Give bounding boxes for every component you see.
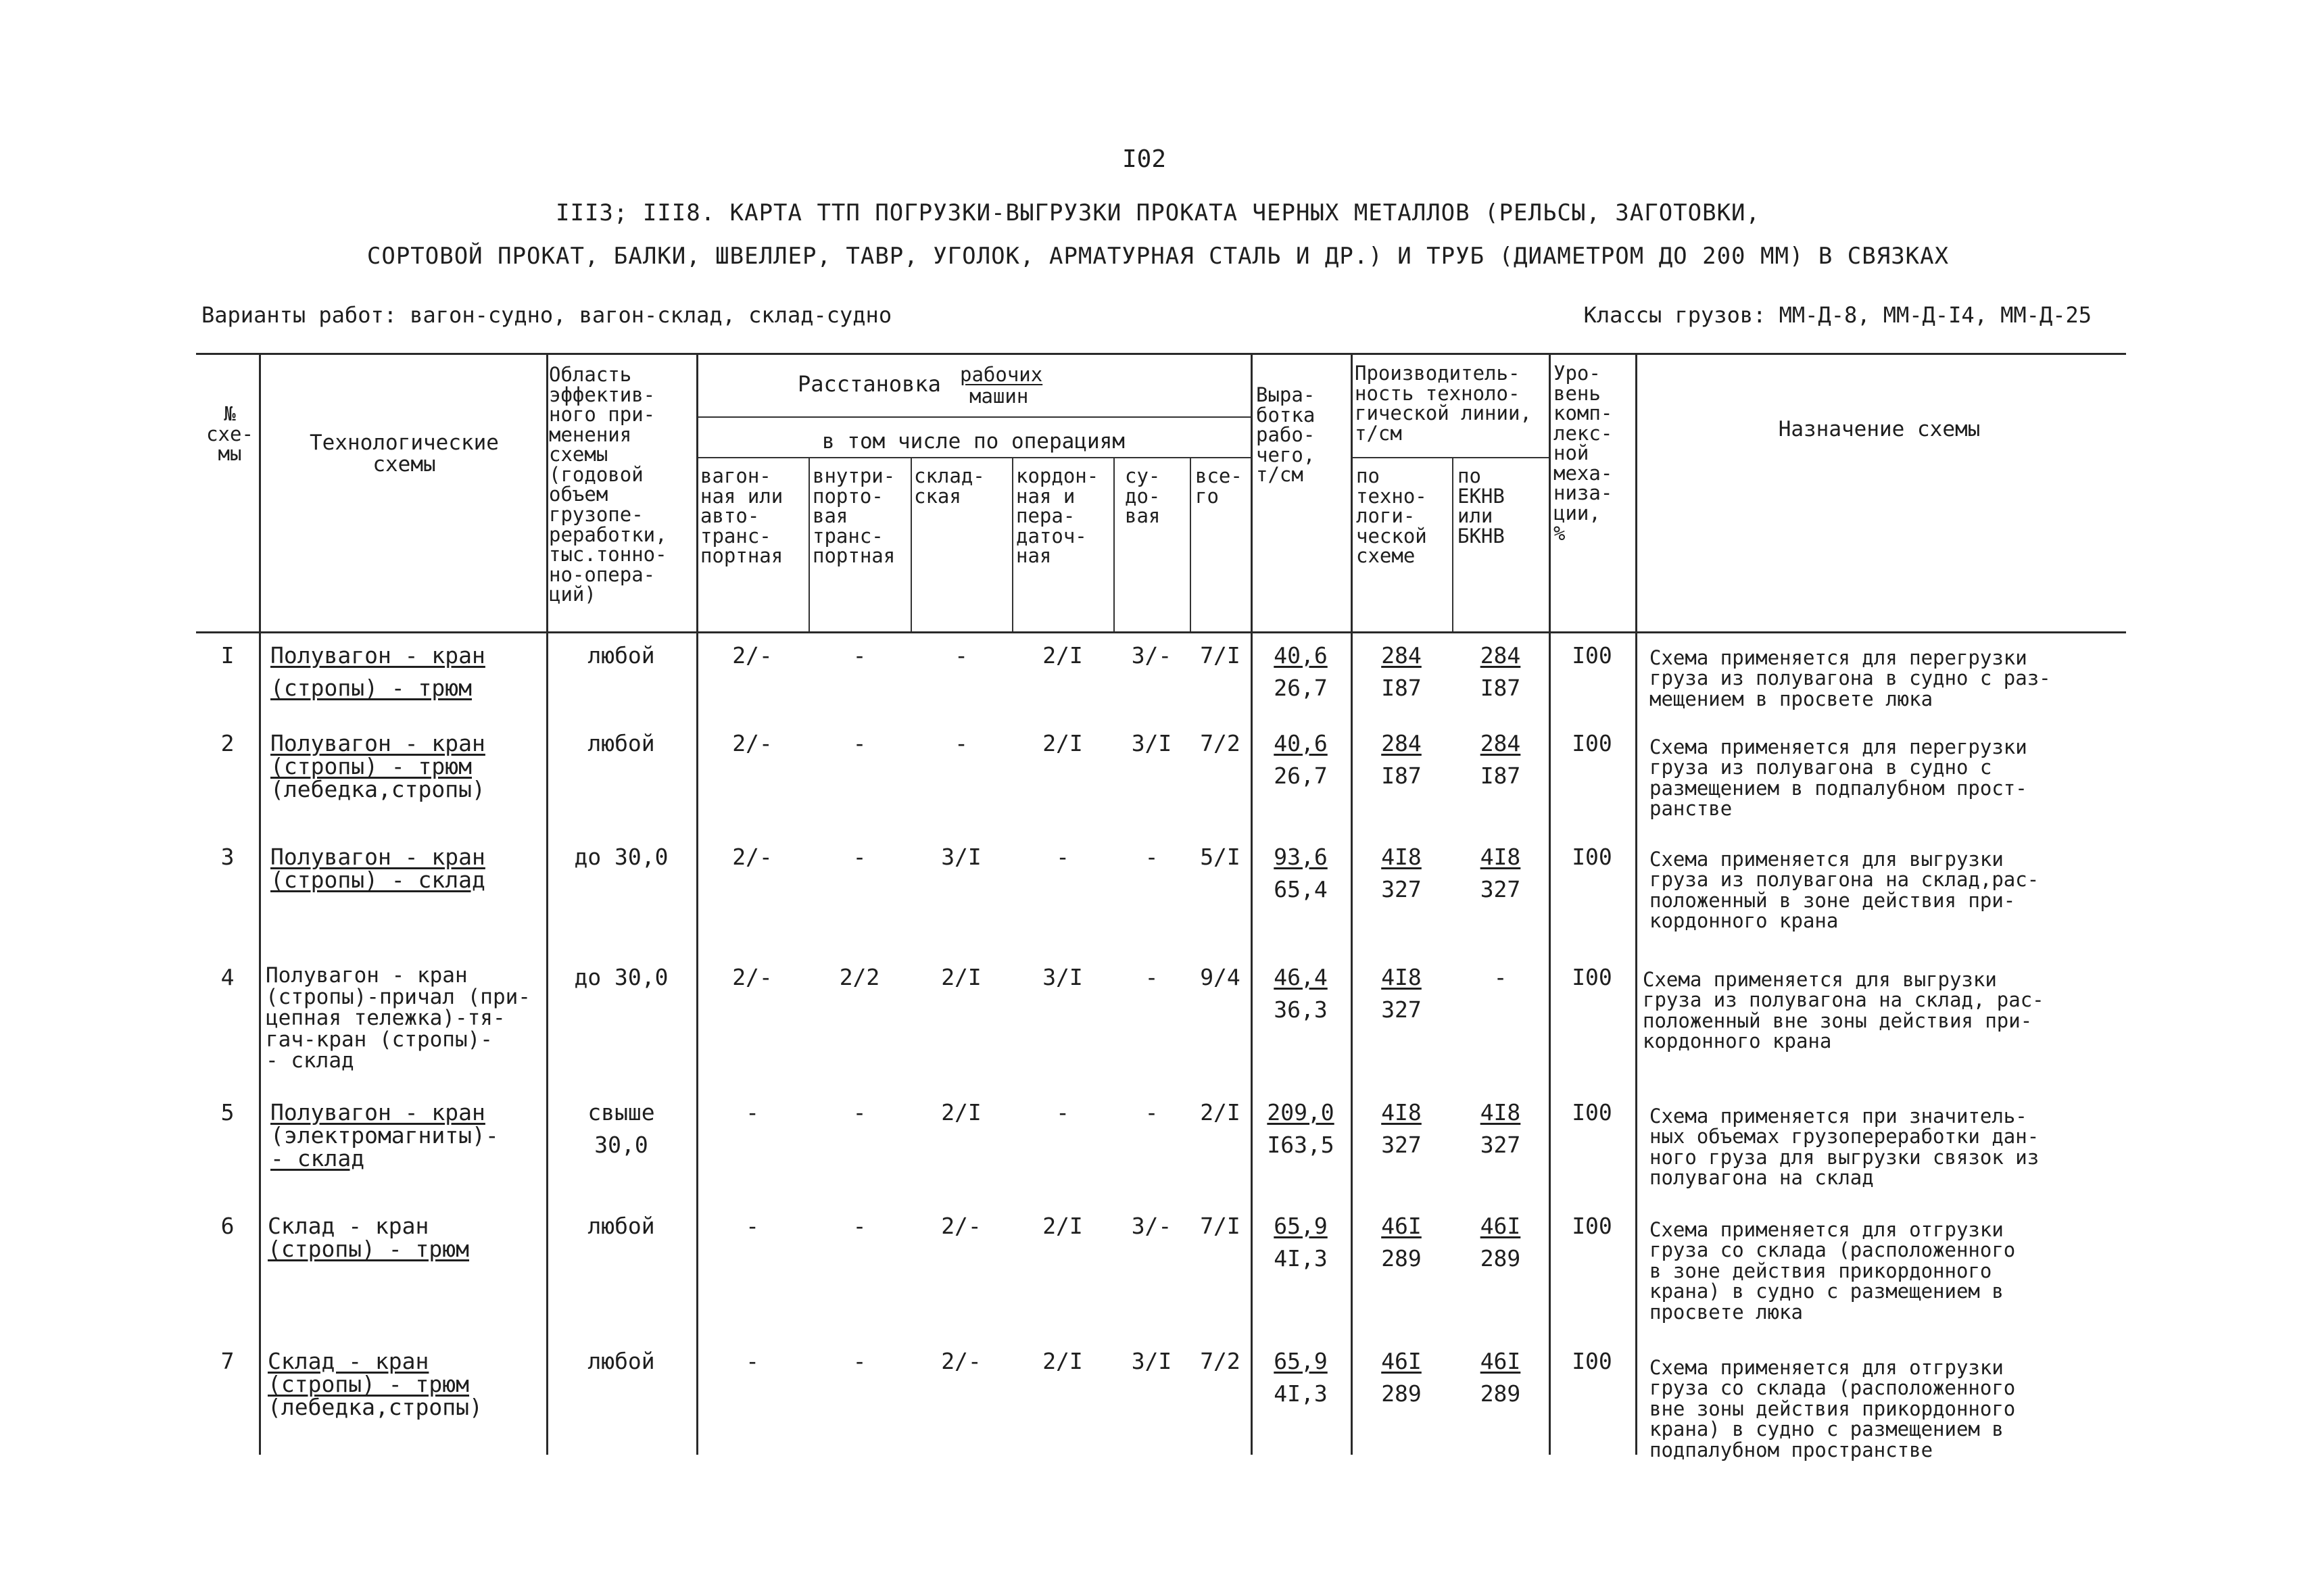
page-title-line-2: СОРТОВОЙ ПРОКАТ, БАЛКИ, ШВЕЛЛЕР, ТАВР, УГОЛОК, АРМАТУРНАЯ СТАЛЬ И ДР.) И ТРУБ (ДИАМЕТРОМ ДО 200 ММ) В СВЯЗКАХ <box>366 243 1950 270</box>
op-wagon: - <box>746 1213 759 1239</box>
output-top: 40,6 <box>1274 730 1328 756</box>
capacity-tech-bottom: 289 <box>1381 1380 1422 1407</box>
op-warehouse: 2/- <box>941 1348 982 1374</box>
output-top: 65,9 <box>1274 1213 1328 1239</box>
scheme-purpose: Схема применяется для выгрузки груза из полувагона на склад, рас- положенный вне зоны действия при- кордонного крана <box>1643 968 2044 1053</box>
op-kordon: - <box>1056 844 1069 870</box>
cargo-classes: Классы грузов: ММ-Д-8, ММ-Д-I4, ММ-Д-25 <box>1583 302 2092 328</box>
row-number: 4 <box>220 964 235 990</box>
capacity-tech-bottom: 289 <box>1381 1245 1422 1272</box>
op-wagon: 2/- <box>732 964 773 990</box>
op-total: 2/I <box>1200 1099 1240 1126</box>
page-number: I02 <box>1122 145 1167 173</box>
output-bottom: 26,7 <box>1274 675 1328 701</box>
op-ship: 3/I <box>1131 1348 1172 1374</box>
application-area: любой <box>587 1348 655 1374</box>
header-placement: Расстановка <box>798 371 941 397</box>
header-op-total: все- го <box>1195 464 1243 508</box>
scheme-line: Полувагон - кран <box>270 844 485 870</box>
op-total: 9/4 <box>1200 964 1240 990</box>
op-internal: - <box>852 730 867 756</box>
application-area: до 30,0 <box>574 844 669 870</box>
op-warehouse: 2/I <box>941 1099 982 1126</box>
capacity-ekhv-top: 4I8 <box>1480 1099 1521 1126</box>
capacity-ekhv-top: 4I8 <box>1480 844 1521 870</box>
op-internal: - <box>852 1348 867 1374</box>
row-number: I <box>220 642 235 669</box>
capacity-ekhv-bottom: 327 <box>1480 1132 1521 1158</box>
capacity-ekhv-top: 284 <box>1480 642 1521 669</box>
capacity-tech-top: 4I8 <box>1381 1099 1422 1126</box>
scheme-purpose: Схема применяется для перегрузки груза из полувагона в судно с раз- мещением в просвете люка <box>1649 646 2051 710</box>
capacity-ekhv-bottom: 289 <box>1480 1380 1521 1407</box>
scheme-purpose: Схема применяется для отгрузки груза со склада (расположенного вне зоны действия прикордонного крана) в судно с размещением в подпалубном пространстве <box>1649 1356 2016 1461</box>
op-kordon: 3/I <box>1042 964 1083 990</box>
scheme-line: (стропы) - трюм <box>268 1236 470 1262</box>
scheme-line: Склад - кран <box>268 1348 429 1374</box>
op-wagon: 2/- <box>732 730 773 756</box>
output-top: 46,4 <box>1274 964 1328 990</box>
scheme-line: (стропы) - склад <box>270 867 485 893</box>
work-variants: Варианты работ: вагон-судно, вагон-склад, склад-судно <box>201 302 892 328</box>
scheme-line: Полувагон - кран <box>270 1099 485 1126</box>
application-area: любой <box>587 1213 655 1239</box>
capacity-tech-bottom: 327 <box>1381 876 1422 902</box>
op-wagon: - <box>746 1348 759 1374</box>
op-total: 7/2 <box>1200 1348 1240 1374</box>
row-number: 5 <box>220 1099 235 1126</box>
header-mechanization-level: Уро- вень комп- лекс- ной меха- низа- ции, % <box>1553 362 1613 545</box>
op-internal: 2/2 <box>839 964 880 990</box>
mechanization-level: I00 <box>1572 1213 1612 1239</box>
header-application-area: Область эффектив- ного при- менения схемы (годовой объем грузопе- реработки, тыс.тонно- но-опера- ций) <box>549 363 667 606</box>
header-by-operations: в том числе по операциям <box>822 429 1125 454</box>
application-area: любой <box>587 730 655 756</box>
op-total: 7/2 <box>1200 730 1240 756</box>
capacity-ekhv-top: 284 <box>1480 730 1521 756</box>
scheme-line: (электромагниты)- <box>270 1122 499 1148</box>
header-tech-schemes: Технологические схемы <box>310 431 499 477</box>
output-bottom: 26,7 <box>1274 763 1328 789</box>
op-ship: 3/- <box>1131 642 1172 669</box>
capacity-tech-top: 284 <box>1381 730 1422 756</box>
op-ship: - <box>1144 964 1159 990</box>
op-warehouse: 2/I <box>941 964 982 990</box>
op-warehouse: 2/- <box>941 1213 982 1239</box>
op-kordon: 2/I <box>1042 642 1083 669</box>
scheme-line: Полувагон - кран <box>270 642 485 669</box>
header-op-warehouse: склад- ская <box>914 464 985 508</box>
op-kordon: - <box>1056 1099 1069 1126</box>
op-kordon: 2/I <box>1042 1348 1083 1374</box>
op-wagon: 2/- <box>732 844 773 870</box>
mechanization-level: I00 <box>1572 1348 1612 1374</box>
capacity-tech-bottom: I87 <box>1381 763 1422 789</box>
row-number: 2 <box>220 730 235 756</box>
op-warehouse: - <box>955 730 968 756</box>
mechanization-level: I00 <box>1572 730 1612 756</box>
header-scheme-number: № схе- мы <box>206 402 254 466</box>
application-area: любой <box>587 642 655 669</box>
application-area-value: 30,0 <box>594 1132 648 1158</box>
op-ship: - <box>1144 844 1159 870</box>
header-capacity: Производитель- ность техноло- гической линии, т/см <box>1355 362 1532 445</box>
capacity-ekhv-top: 46I <box>1480 1348 1521 1374</box>
output-bottom: I63,5 <box>1267 1132 1334 1158</box>
capacity-ekhv-top: 46I <box>1480 1213 1521 1239</box>
header-op-ship: су- до- вая <box>1125 464 1161 528</box>
scheme-line: Полувагон - кран <box>270 730 485 756</box>
application-area: до 30,0 <box>574 964 669 990</box>
output-top: 93,6 <box>1274 844 1328 870</box>
application-area: свыше <box>587 1099 655 1126</box>
header-placement-workers: рабочих <box>960 363 1043 386</box>
op-warehouse: 3/I <box>941 844 982 870</box>
capacity-tech-bottom: 327 <box>1381 996 1422 1023</box>
op-internal: - <box>852 1099 867 1126</box>
op-ship: 3/- <box>1131 1213 1172 1239</box>
scheme-text: Полувагон - кран (стропы)-причал (при- цепная тележка)-тя- гач-кран (стропы)- - склад <box>266 963 531 1073</box>
scheme-line: (лебедка,стропы) <box>270 776 485 802</box>
op-wagon: - <box>746 1099 759 1126</box>
capacity-ekhv-top: - <box>1493 964 1507 990</box>
scheme-line: (стропы) - трюм <box>270 675 473 701</box>
capacity-tech-bottom: I87 <box>1381 675 1422 701</box>
mechanization-level: I00 <box>1572 642 1612 669</box>
op-total: 5/I <box>1200 844 1240 870</box>
op-internal: - <box>852 844 867 870</box>
op-wagon: 2/- <box>732 642 773 669</box>
header-op-kordon: кордон- ная и пера- даточ- ная <box>1016 464 1099 568</box>
capacity-tech-top: 4I8 <box>1381 964 1422 990</box>
scheme-purpose: Схема применяется при значитель- ных объемах грузопереработки дан- ного груза для выгрузки связок из полувагона на склад <box>1649 1105 2040 1190</box>
op-total: 7/I <box>1200 642 1240 669</box>
capacity-ekhv-bottom: 289 <box>1480 1245 1521 1272</box>
header-output: Выра- ботка рабо- чего, т/см <box>1256 383 1316 487</box>
op-warehouse: - <box>955 642 968 669</box>
output-bottom: 36,3 <box>1274 996 1328 1023</box>
page-title-line-1: III3; III8. КАРТА ТТП ПОГРУЗКИ-ВЫГРУЗКИ ПРОКАТА ЧЕРНЫХ МЕТАЛЛОВ (РЕЛЬСЫ, ЗАГОТОВКИ, <box>556 199 1760 226</box>
header-op-internal: внутри- порто- вая транс- портная <box>813 464 896 568</box>
scheme-line: (лебедка,стропы) <box>268 1394 483 1420</box>
header-capacity-tech: по техно- логи- ческой схеме <box>1356 464 1427 568</box>
op-ship: 3/I <box>1131 730 1172 756</box>
header-purpose: Назначение схемы <box>1778 417 1981 441</box>
header-op-wagon: вагон- ная или авто- транс- портная <box>700 464 783 568</box>
row-number: 3 <box>220 844 235 870</box>
scheme-purpose: Схема применяется для перегрузки груза из полувагона в судно с размещением в подпалубном прост- ранстве <box>1649 735 2027 821</box>
capacity-tech-top: 4I8 <box>1381 844 1422 870</box>
scheme-purpose: Схема применяется для выгрузки груза из полувагона на склад,рас- положенный в зоне действия при- кордонного крана <box>1649 848 2040 933</box>
capacity-ekhv-bottom: 327 <box>1480 876 1521 902</box>
header-capacity-ekhv: по ЕКНВ или БКНВ <box>1457 464 1505 548</box>
op-internal: - <box>852 1213 867 1239</box>
scheme-line: (стропы) - трюм <box>268 1371 470 1397</box>
header-placement-machines: машин <box>969 385 1029 408</box>
output-bottom: 4I,3 <box>1274 1380 1328 1407</box>
row-number: 6 <box>220 1213 235 1239</box>
scheme-purpose: Схема применяется для отгрузки груза со склада (расположенного в зоне действия прикордонного крана) в судно с размещением в просвете люка <box>1649 1218 2016 1324</box>
mechanization-level: I00 <box>1572 844 1612 870</box>
output-top: 40,6 <box>1274 642 1328 669</box>
capacity-tech-top: 46I <box>1381 1348 1422 1374</box>
scheme-line: - склад <box>270 1145 365 1171</box>
output-bottom: 4I,3 <box>1274 1245 1328 1272</box>
op-ship: - <box>1144 1099 1159 1126</box>
scheme-line: Склад - кран <box>268 1213 429 1239</box>
capacity-ekhv-bottom: I87 <box>1480 675 1521 701</box>
row-number: 7 <box>220 1348 235 1374</box>
capacity-ekhv-bottom: I87 <box>1480 763 1521 789</box>
mechanization-level: I00 <box>1572 1099 1612 1126</box>
capacity-tech-top: 46I <box>1381 1213 1422 1239</box>
output-bottom: 65,4 <box>1274 876 1328 902</box>
op-internal: - <box>852 642 867 669</box>
capacity-tech-bottom: 327 <box>1381 1132 1422 1158</box>
op-kordon: 2/I <box>1042 1213 1083 1239</box>
op-total: 7/I <box>1200 1213 1240 1239</box>
output-top: 209,0 <box>1267 1099 1334 1126</box>
capacity-tech-top: 284 <box>1381 642 1422 669</box>
output-top: 65,9 <box>1274 1348 1328 1374</box>
op-kordon: 2/I <box>1042 730 1083 756</box>
mechanization-level: I00 <box>1572 964 1612 990</box>
scheme-line: (стропы) - трюм <box>270 753 473 779</box>
